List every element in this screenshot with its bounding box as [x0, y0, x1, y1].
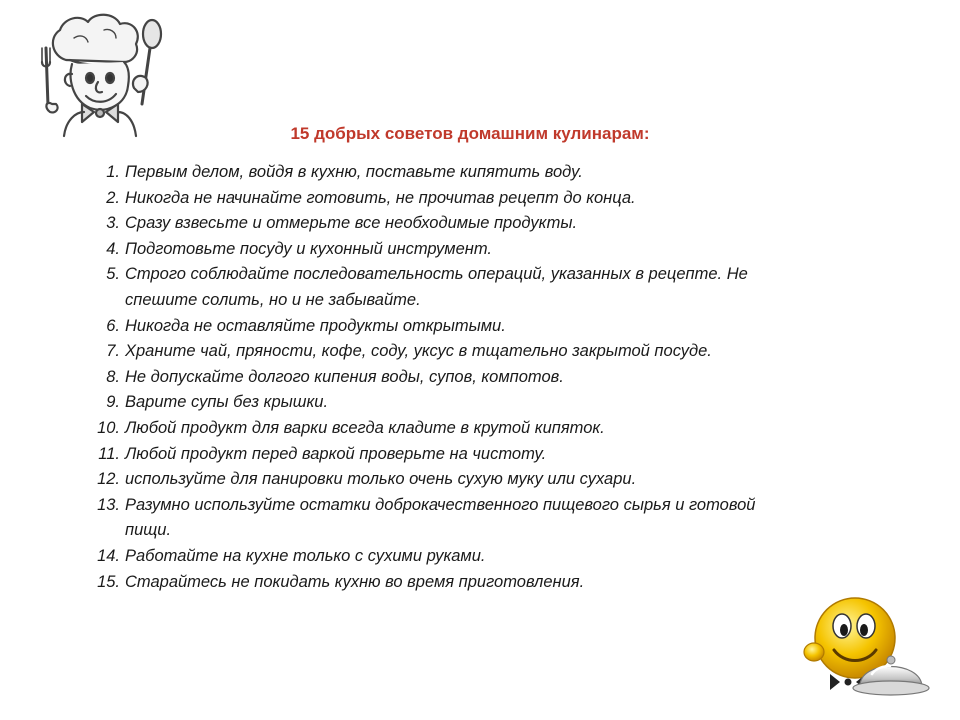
tip-text: Не допускайте долгого кипения воды, супов, компотов. — [125, 367, 564, 386]
smiley-waiter-icon — [800, 590, 935, 705]
list-item — [94, 467, 804, 493]
chef-cartoon-icon — [34, 8, 169, 138]
tip-text: Работайте на кухне только с сухими руками. — [125, 546, 486, 565]
tip-text: Никогда не оставляйте продукты открытыми. — [125, 316, 506, 335]
tip-text: Любой продукт перед варкой проверьте на чистоту. — [125, 444, 547, 463]
tip-number: 11. — [98, 444, 120, 463]
tip-number: 3. — [106, 214, 120, 233]
tip-text: Разумно используйте остатки доброкачественного пищевого сырья и готовой пищи. — [125, 495, 756, 540]
list-item — [94, 493, 804, 544]
tip-number: 12. — [97, 470, 120, 489]
page-title: 15 добрых советов домашним кулинарам: — [290, 124, 650, 144]
tip-text: Храните чай, пряности, кофе, соду, уксус в тщательно закрытой посуде. — [125, 342, 712, 361]
tip-number: 6. — [106, 316, 120, 335]
list-item — [94, 442, 804, 468]
list-item — [94, 416, 804, 442]
tip-text: используйте для панировки только очень сухую муку или сухари. — [125, 470, 637, 489]
list-item — [94, 544, 804, 570]
tip-number: 10. — [97, 418, 120, 437]
list-item — [94, 262, 804, 313]
list-item — [94, 339, 804, 365]
tip-number: 8. — [106, 367, 120, 386]
tip-text: Никогда не начинайте готовить, не прочитав рецепт до конца. — [125, 188, 636, 207]
tip-number: 13. — [97, 495, 120, 514]
list-item — [94, 211, 804, 237]
tip-text: Первым делом, войдя в кухню, поставьте кипятить воду. — [125, 163, 583, 181]
tip-number: 1. — [106, 163, 120, 181]
list-item — [94, 365, 804, 391]
tip-number: 14. — [97, 546, 120, 565]
list-item — [94, 160, 804, 186]
list-item — [94, 390, 804, 416]
tip-text: Любой продукт для варки всегда кладите в крутой кипяток. — [125, 418, 605, 437]
tip-number: 9. — [106, 393, 120, 412]
tip-number: 15. — [97, 572, 120, 591]
tip-text: Строго соблюдайте последовательность операций, указанных в рецепте. Не спешите солить, но и не забывайте. — [125, 265, 748, 309]
tips-list — [94, 160, 804, 595]
tip-number: 2. — [106, 188, 120, 207]
tip-number: 5. — [106, 265, 120, 284]
tip-number: 7. — [106, 342, 120, 361]
list-item — [94, 570, 804, 596]
list-item — [94, 186, 804, 212]
tip-text: Сразу взвесьте и отмерьте все необходимые продукты. — [125, 214, 578, 233]
list-item — [94, 237, 804, 263]
list-item — [94, 314, 804, 340]
tip-text: Подготовьте посуду и кухонный инструмент. — [125, 239, 493, 258]
tip-text: Варите супы без крышки. — [125, 393, 329, 412]
tip-number: 4. — [106, 239, 120, 258]
tip-text: Старайтесь не покидать кухню во время приготовления. — [125, 572, 585, 591]
